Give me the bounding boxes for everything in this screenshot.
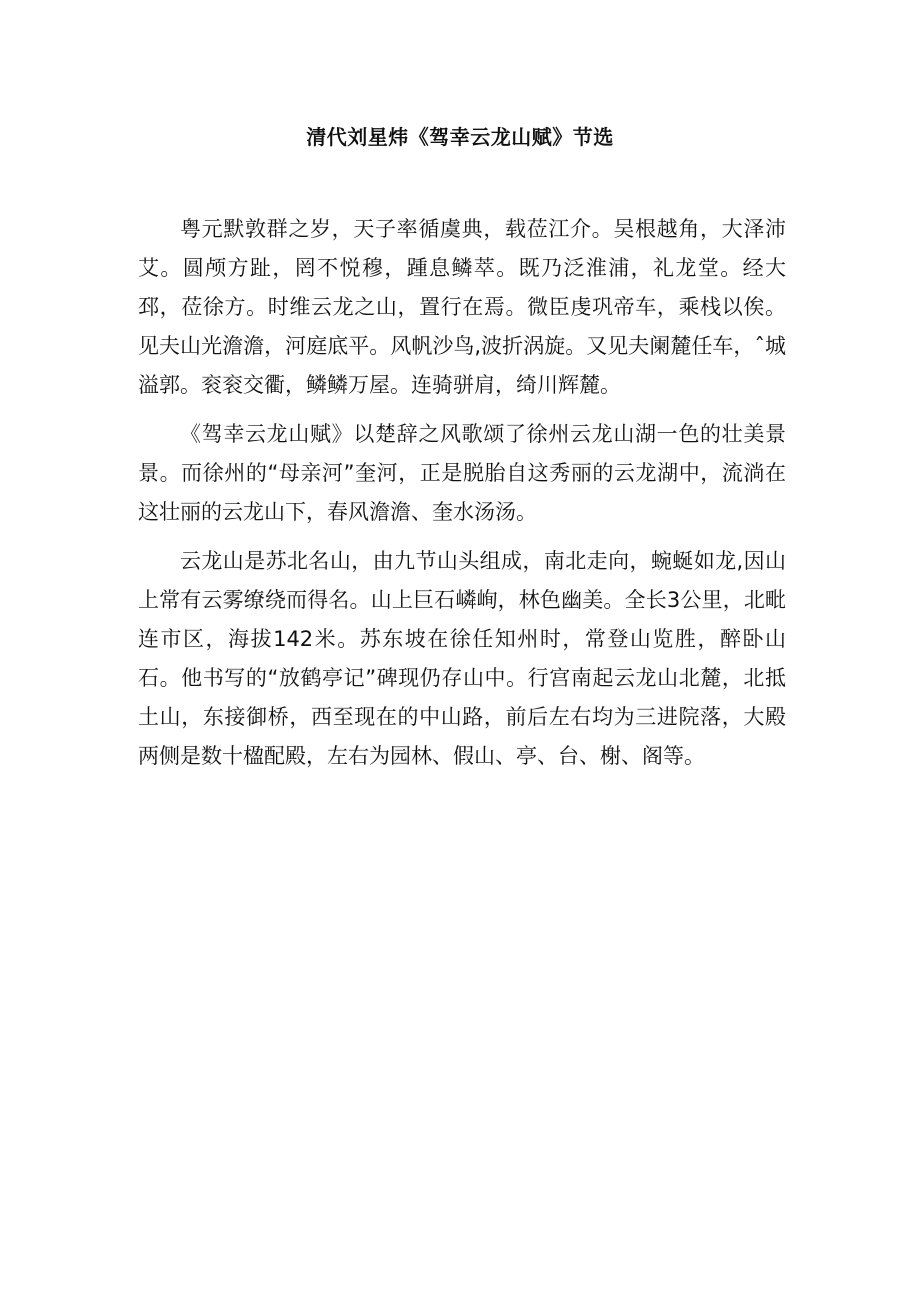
paragraph-3: 云龙山是苏北名山，由九节山头组成，南北走向，蜿蜒如龙,因山上常有云雾缭绕而得名。山上巨石嶙峋，林色幽美。全长3公里，北毗连市区，海拔142米。苏东坡在徐任知州时，常登山览胜，醉卧山石。他书写的“放鹤亭记”碑现仍存山中。行宫南起云龙山北麓，北抵土山，东接御桥，西至现在的中山路，前后左右均为三进院落，大殿两侧是数十楹配殿，左右为园林、假山、亭、台、榭、阁等。 bbox=[138, 549, 786, 768]
document-body bbox=[138, 210, 786, 786]
paragraph-2: 《驾幸云龙山赋》以楚辞之风歌颂了徐州云龙山湖一色的壮美景景。而徐州的“母亲河”奎河，正是脱胎自这秀丽的云龙湖中，流淌在这壮丽的云龙山下，春风澹澹、奎水汤汤。 bbox=[138, 422, 786, 524]
document-title: 清代刘星炜《驾幸云龙山赋》节选 bbox=[306, 125, 614, 149]
paragraph-1: 粤元默敦群之岁，天子率循虞典，载莅江介。吴根越角，大泽沛艾。圆颅方趾，罔不悦穆，踵息鳞萃。既乃泛淮浦，礼龙堂。经大邳，莅徐方。时维云龙之山，置行在焉。微臣虔巩帝车，乘栈以俟。见夫山光澹澹，河庭底平。风帆沙鸟,波折涡旋。又见夫阑麓任车，ˆ城溢郭。衮衮交衢，鳞鳞万屋。连骑骈肩，绮川辉麓。 bbox=[138, 217, 786, 397]
